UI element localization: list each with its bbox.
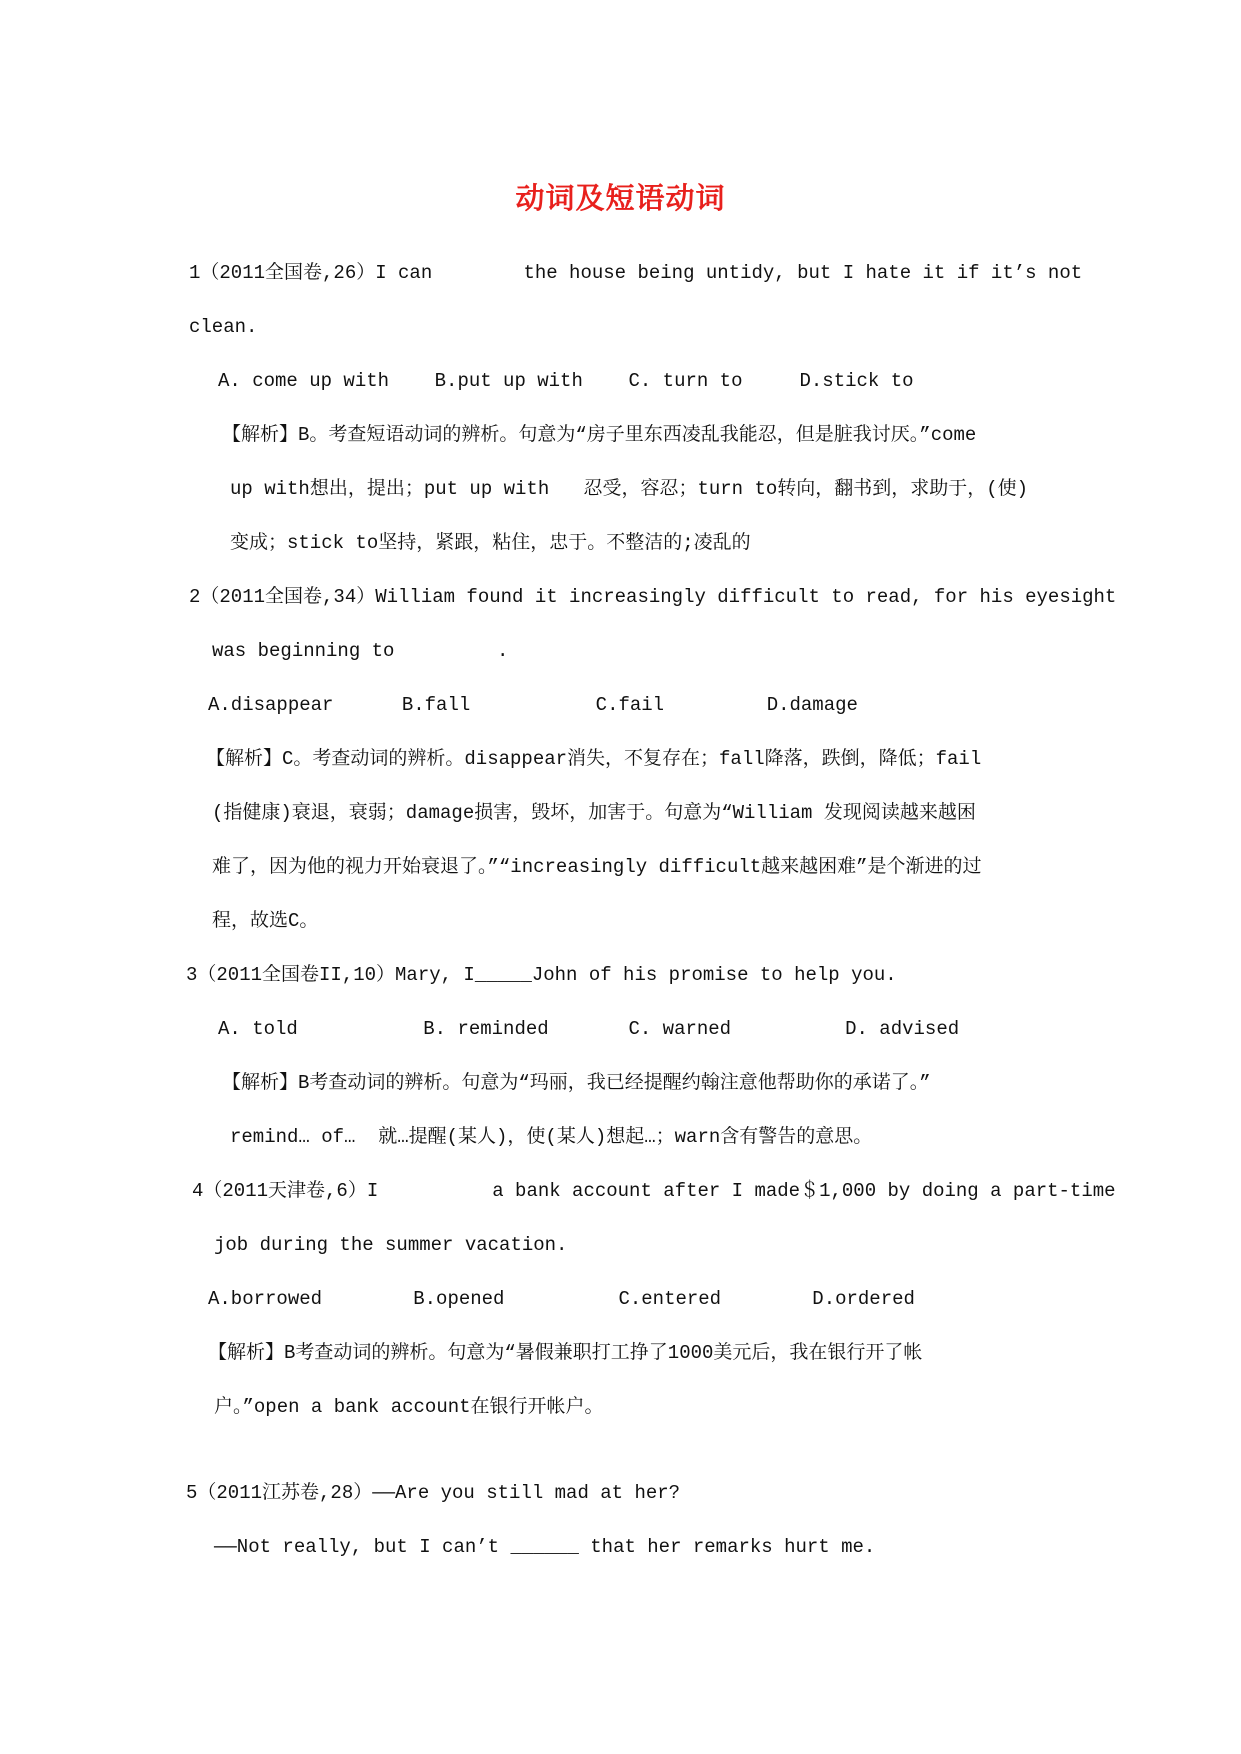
q2-analysis-line-1: 【解析】C。考查动词的辨析。disappear消失，不复存在；fall降落，跌倒，降低；fail xyxy=(206,748,982,770)
q5-stem-line-2: ——Not really, but I can’t ______ that her remarks hurt me. xyxy=(214,1536,876,1558)
page-title: 动词及短语动词 xyxy=(515,181,726,215)
q2-analysis-line-3: 难了，因为他的视力开始衰退了。”“increasingly difficult越来越困难”是个渐进的过 xyxy=(212,856,982,878)
q2-stem-line-1: 2（2011全国卷,34）William found it increasingly difficult to read, for his eyesight xyxy=(189,586,1117,608)
q3-stem: 3（2011全国卷II,10）Mary, I_____John of his promise to help you. xyxy=(186,964,897,986)
q2-analysis-line-4: 程，故选C。 xyxy=(212,910,319,932)
q1-stem-line-2: clean. xyxy=(189,316,258,338)
q4-options: A.borrowed B.opened C.entered D.ordered xyxy=(208,1288,915,1310)
q5-stem-line-1: 5（2011江苏卷,28）——Are you still mad at her? xyxy=(186,1482,681,1504)
q4-analysis-line-2: 户。”open a bank account在银行开帐户。 xyxy=(214,1396,604,1418)
q4-stem-line-2: job during the summer vacation. xyxy=(214,1234,568,1256)
q3-options: A. told B. reminded C. warned D. advised xyxy=(218,1018,960,1040)
q2-analysis-line-2: (指健康)衰退，衰弱；damage损害，毁坏，加害于。句意为“William 发现阅读越来越困 xyxy=(212,802,976,824)
q3-analysis-line-1: 【解析】B考查动词的辨析。句意为“玛丽，我已经提醒约翰注意他帮助你的承诺了。” xyxy=(222,1072,931,1094)
q1-analysis-line-3: 变成；stick to坚持，紧跟，粘住，忠于。不整洁的;凌乱的 xyxy=(230,532,751,554)
q2-options: A.disappear B.fall C.fail D.damage xyxy=(208,694,858,716)
q1-analysis-line-1: 【解析】B。考查短语动词的辨析。句意为“房子里东西凌乱我能忍，但是脏我讨厌。”come xyxy=(222,424,977,446)
q4-analysis-line-1: 【解析】B考查动词的辨析。句意为“暑假兼职打工挣了1000美元后，我在银行开了帐 xyxy=(208,1342,923,1364)
q4-stem-line-1: 4（2011天津卷,6）I a bank account after I made＄1,000 by doing a part-time xyxy=(192,1180,1116,1202)
q1-stem-line-1: 1（2011全国卷,26）I can the house being untidy, but I hate it if it’s not xyxy=(189,262,1083,284)
q1-options: A. come up with B.put up with C. turn to D.stick to xyxy=(218,370,914,392)
q3-analysis-line-2: remind… of… 就…提醒(某人)，使(某人)想起…；warn含有警告的意思。 xyxy=(230,1126,873,1148)
q1-analysis-line-2: up with想出，提出；put up with 忍受，容忍；turn to转向，翻书到，求助于，(使) xyxy=(230,478,1029,500)
q2-stem-line-2: was beginning to . xyxy=(212,640,509,662)
